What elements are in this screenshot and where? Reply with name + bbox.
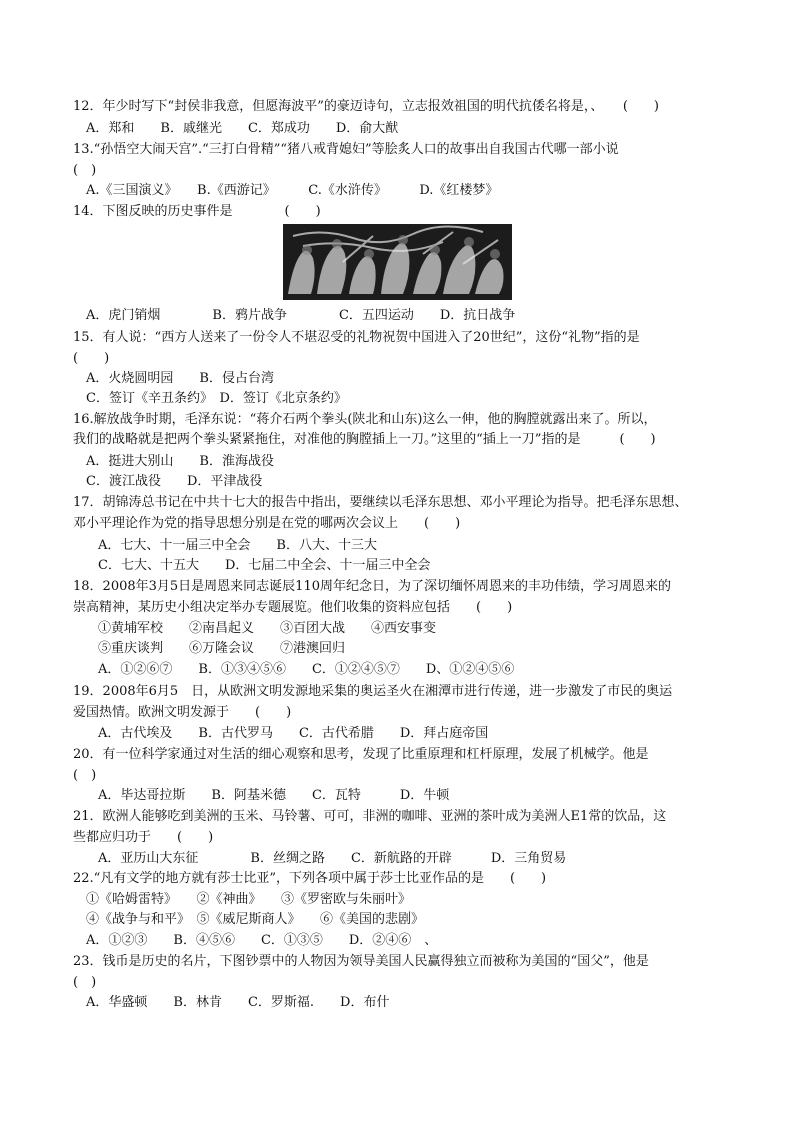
q17-options-row2: C．七大、十五大 D．七届二中全会、十一届三中全会: [98, 558, 431, 573]
q17-stem-line2: 邓小平理论作为党的指导思想分别是在党的哪两次会议上 ( ): [73, 516, 461, 531]
q18-stem-line1: 18．2008年3月5日是周恩来同志诞辰110周年纪念日，为了深切缅怀周恩来的丰功伟绩，学习周恩来的: [73, 579, 671, 594]
q22-options: A．①②③ B．④⑤⑥ C．①③⑤ D．②④⑥ 、: [86, 933, 438, 948]
q15-answer-paren: ( ): [73, 351, 110, 366]
q19-stem-line1: 19．2008年6月5 日，从欧洲文明发源地采集的奥运圣火在湘潭市进行传递，进一步激发了市民的奥运: [73, 684, 673, 699]
q18-stem-line2: 崇高精神，某历史小组决定举办专题展览。他们收集的资料应包括 ( ): [73, 600, 513, 615]
q18-items-row2: ⑤重庆谈判 ⑥万隆会议 ⑦港澳回归: [98, 641, 346, 656]
q19-options: A．古代埃及 B．古代罗马 C．古代希腊 D．拜占庭帝国: [98, 726, 489, 741]
historical-relief-image: [283, 224, 512, 300]
q22-stem: 22.“凡有文学的地方就有莎士比亚”，下列各项中属于莎士比亚作品的是 ( ): [73, 871, 547, 886]
q12-stem: 12．年少时写下“封侯非我意，但愿海波平”的豪迈诗句，立志报效祖国的明代抗倭名将是，、 ( ): [73, 99, 659, 114]
q18-items-row1: ①黄埔军校 ②南昌起义 ③百团大战 ④西安事变: [98, 621, 437, 636]
q22-items-row1: ①《哈姆雷特》 ②《神曲》 ③《罗密欧与朱丽叶》: [86, 892, 412, 907]
q13-stem: 13.“孙悟空大闹天宫”.“三打白骨精”“猪八戒背媳妇”等脍炙人口的故事出自我国古代哪一部小说: [73, 142, 619, 157]
q21-stem-line2: 些都应归功于 ( ): [73, 830, 214, 845]
q20-stem: 20．有一位科学家通过对生活的细心观察和思考，发现了比重原理和杠杆原理，发展了机械学。他是: [73, 747, 649, 762]
q14-stem: 14．下图反映的历史事件是 ( ): [73, 204, 321, 219]
q14-options: A．虎门销烟 B．鸦片战争 C．五四运动 D．抗日战争: [86, 308, 516, 323]
q15-stem: 15．有人说：“西方人送来了一份令人不堪忍受的礼物祝贺中国进入了20世纪”，这份“礼物”指的是: [73, 330, 640, 345]
q23-options: A．华盛顿 B．林肯 C．罗斯福. D．布什: [86, 995, 390, 1010]
q17-options-row1: A．七大、十一届三中全会 B．八大、十三大: [98, 538, 377, 553]
q23-answer-paren: ( ): [73, 975, 97, 990]
q13-options: A.《三国演义》 B.《西游记》 C.《水浒传》 D.《红楼梦》: [86, 183, 499, 198]
q16-options-row1: A．挺进大别山 B．淮海战役: [86, 454, 274, 469]
q19-stem-line2: 爱国热情。欧洲文明发源于 ( ): [73, 705, 292, 720]
q22-items-row2: ④《战争与和平》 ⑤《威尼斯商人》 ⑥《美国的悲剧》: [86, 912, 425, 927]
q16-options-row2: C．渡江战役 D．平津战役: [86, 474, 263, 489]
q20-options: A．毕达哥拉斯 B．阿基米德 C．瓦特 D．牛顿: [98, 788, 450, 803]
q20-answer-paren: ( ): [73, 768, 97, 783]
q12-options: A．郑和 B．戚继光 C．郑成功 D．俞大猷: [86, 121, 399, 136]
q21-options: A．亚历山大东征 B．丝绸之路 C．新航路的开辟 D．三角贸易: [98, 851, 567, 866]
q16-stem-line1: 16.解放战争时期，毛泽东说：“蒋介石两个拳头(陕北和山东)这么一伸，他的胸膛就露出来了。所以，: [73, 412, 657, 427]
q13-answer-paren: ( ): [73, 163, 97, 178]
q15-options-row2: C．签订《辛丑条约》 D．签订《北京条约》: [86, 391, 347, 406]
q15-options-row1: A．火烧圆明园 B．侵占台湾: [86, 371, 274, 386]
q17-stem-line1: 17．胡锦涛总书记在中共十七大的报告中指出，要继续以毛泽东思想、邓小平理论为指导。把毛泽东思想、: [73, 495, 688, 510]
q23-stem: 23．钱币是历史的名片，下图钞票中的人物因为领导美国人民赢得独立而被称为美国的“国父”，他是: [73, 954, 649, 969]
q21-stem-line1: 21．欧洲人能够吃到美洲的玉米、马铃薯、可可，非洲的咖啡、亚洲的茶叶成为美洲人E1常的饮品，这: [73, 809, 667, 824]
q18-options: A．①②⑥⑦ B．①③④⑤⑥ C．①②④⑤⑦ D、①②④⑤⑥: [98, 662, 515, 677]
q16-stem-line2: 我们的战略就是把两个拳头紧紧拖住，对准他的胸膛插上一刀。”这里的“插上一刀”指的是 ( ): [73, 432, 656, 447]
relief-figures-graphic: [283, 224, 512, 300]
